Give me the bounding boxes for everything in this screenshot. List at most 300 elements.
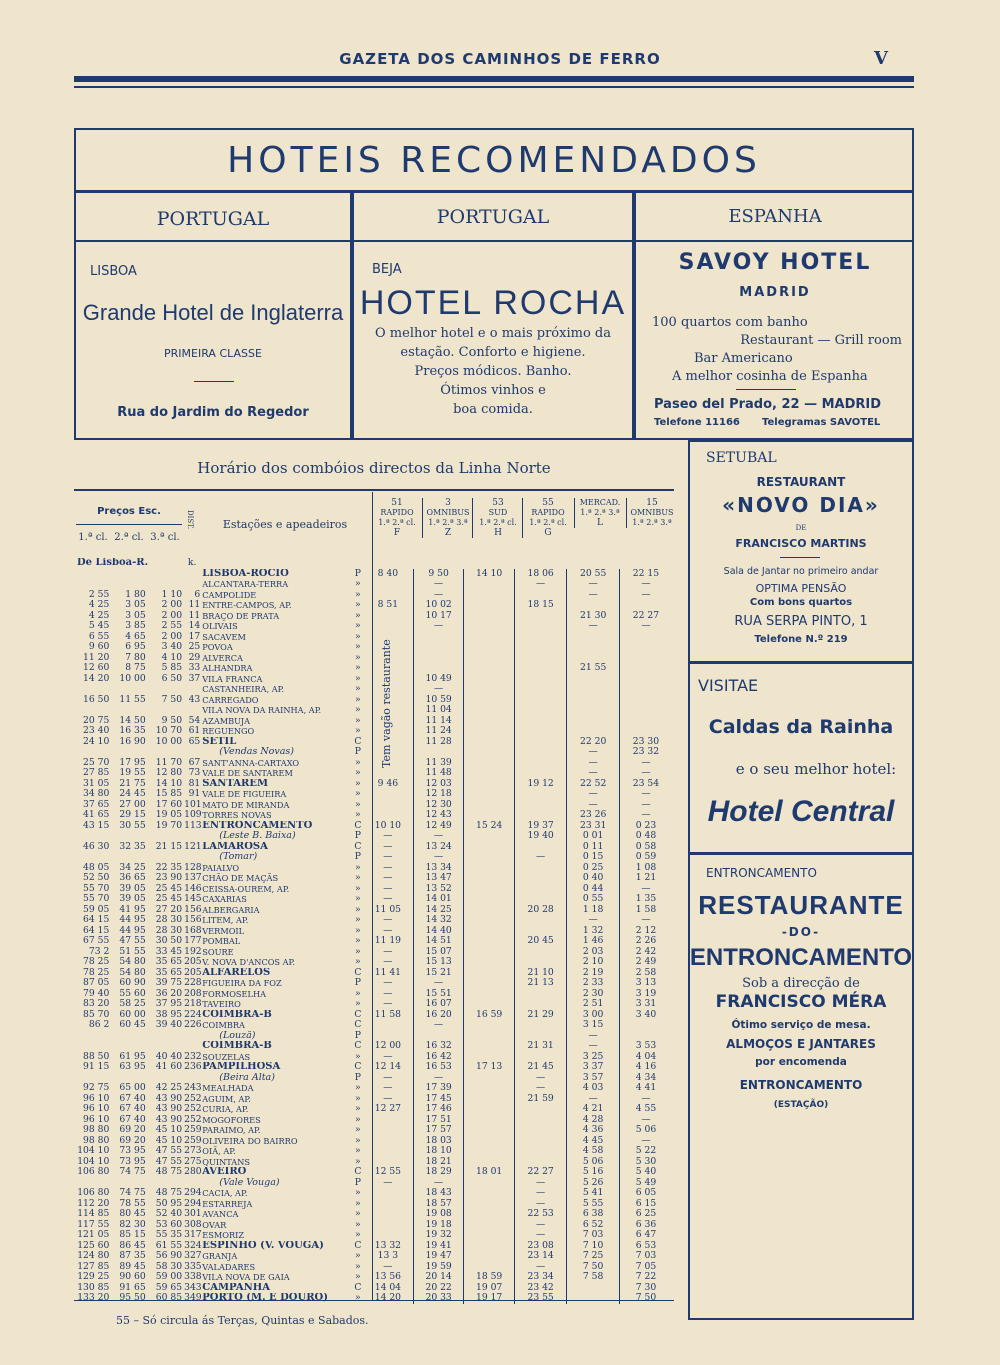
station-cell: TORRES NOVAS — [202, 810, 272, 820]
time-cell — [363, 1031, 414, 1042]
price-cell: 33 45 — [155, 946, 183, 957]
time-cell — [363, 747, 414, 758]
table-row — [76, 674, 672, 685]
station-cell: (Beira Alta) — [219, 1072, 275, 1083]
time-cell: 16 42 — [413, 1052, 464, 1063]
station-cell: GRANJA — [202, 1251, 238, 1261]
time-cell — [514, 726, 567, 737]
time-cell — [464, 1041, 515, 1052]
time-cell — [363, 684, 414, 695]
table-row — [76, 821, 672, 832]
station-cell: (Tomar) — [219, 852, 258, 862]
table-row — [76, 579, 672, 590]
price-cell — [147, 1178, 183, 1189]
time-cell: 2 51 — [567, 999, 620, 1010]
station-flag: » — [355, 1230, 361, 1240]
time-cell: — — [567, 621, 620, 632]
time-cell: — — [383, 925, 393, 936]
price-cell: 21 15 — [155, 841, 183, 852]
table-row — [76, 747, 672, 758]
price-cell — [76, 852, 110, 863]
time-cell — [464, 1104, 515, 1115]
table-row — [76, 1167, 672, 1178]
price-cell: 32 35 — [119, 841, 146, 852]
table-row — [76, 1125, 672, 1136]
price-cell: 156 — [184, 904, 202, 915]
hotel3-telegram: Telegramas SAVOTEL — [762, 417, 881, 428]
hotel3-phone: Telefone 11166 — [654, 417, 740, 428]
price-cell: 43 90 — [155, 1114, 183, 1125]
time-cell: 21 59 — [514, 1094, 567, 1105]
table-row — [76, 695, 672, 706]
table-row — [76, 1262, 672, 1273]
time-cell: 22 15 — [619, 569, 672, 580]
station-flag: C — [354, 1282, 362, 1293]
time-cell: — — [619, 1115, 672, 1126]
time-cell: — — [567, 1041, 620, 1052]
price-cell: 56 90 — [155, 1251, 183, 1261]
price-cell: 52 50 — [83, 873, 110, 883]
time-cell: 1 32 — [567, 926, 620, 937]
table-row — [76, 768, 672, 779]
station-flag: C — [354, 736, 362, 747]
time-cell: 13 47 — [413, 873, 464, 884]
time-cell: 9 50 — [413, 569, 464, 580]
hotels-banner-title: HOTEIS RECOMENDADOS — [227, 140, 761, 181]
price-cell: 82 30 — [119, 1219, 146, 1230]
table-row — [76, 1083, 672, 1094]
price-cell: 11 — [188, 600, 201, 610]
time-cell: 3 40 — [619, 1010, 672, 1021]
time-cell: 0 23 — [619, 821, 672, 832]
station-flag: » — [355, 631, 361, 642]
price-cell: 47 55 — [119, 936, 146, 946]
time-cell — [514, 989, 567, 1000]
station-flag: » — [355, 621, 361, 631]
station-cell: MOGOFORES — [202, 1114, 261, 1125]
hotel3-divider — [736, 389, 796, 390]
station-cell: VALE DE SANTAREM — [202, 768, 293, 778]
station-cell: LAMAROSA — [202, 841, 268, 852]
table-row — [76, 1010, 672, 1021]
table-row — [76, 642, 672, 653]
time-cell: — — [413, 1020, 464, 1031]
time-cell — [464, 611, 515, 622]
time-cell: 12 00 — [374, 1041, 402, 1051]
time-cell — [464, 915, 515, 926]
time-cell: — — [383, 1177, 393, 1188]
setubal-name: «NOVO DIA» — [722, 493, 880, 517]
time-cell — [567, 726, 620, 737]
time-cell: 7 10 — [567, 1241, 620, 1252]
price-cell: 65 00 — [119, 1083, 146, 1093]
price-cell: 78 25 — [83, 957, 110, 967]
table-row — [76, 926, 672, 937]
price-cell — [110, 1178, 146, 1189]
time-cell — [363, 611, 414, 622]
station-cell: VALE DE FIGUEIRA — [202, 789, 287, 799]
time-cell: 4 41 — [619, 1083, 672, 1094]
price-cell: 226 — [184, 1020, 202, 1030]
price-cell — [147, 705, 183, 716]
hotel3-city: MADRID — [739, 285, 811, 300]
price-cell: 52 40 — [155, 1209, 183, 1219]
time-cell — [363, 800, 414, 811]
entr-name-2: ENTRONCAMENTO — [689, 944, 913, 971]
time-cell: 8 40 — [377, 568, 399, 579]
price-cell: 33 — [188, 663, 201, 673]
table-row — [76, 968, 672, 979]
table-row — [76, 842, 672, 853]
price-cell: 16 90 — [119, 736, 146, 747]
price-cell: 11 — [188, 610, 201, 621]
hotel3-address: Paseo del Prado, 22 — MADRID — [654, 397, 882, 412]
time-cell — [514, 810, 567, 821]
timetable-header — [76, 498, 672, 556]
time-cell — [363, 632, 414, 643]
time-cell: 16 07 — [413, 999, 464, 1010]
time-cell: 0 01 — [567, 831, 620, 842]
price-cell: 21 75 — [119, 778, 146, 789]
price-cell — [183, 747, 201, 758]
station-cell: PAIALVO — [202, 862, 240, 873]
station-flag: » — [355, 652, 361, 663]
price-cell: 3 05 — [125, 600, 146, 610]
price-cell: 25 45 — [155, 883, 183, 894]
station-flag: » — [355, 673, 361, 684]
time-cell: 20 45 — [514, 936, 567, 947]
time-cell — [464, 758, 515, 769]
time-cell — [413, 642, 464, 653]
time-cell: 21 13 — [514, 978, 567, 989]
station-flag: » — [355, 663, 361, 673]
price-cell — [183, 705, 201, 716]
time-cell: 1 46 — [567, 936, 620, 947]
price-cell: 3 40 — [161, 642, 183, 652]
time-cell: 18 59 — [464, 1272, 515, 1283]
station-flag: » — [355, 1135, 361, 1146]
station-cell: OIÃ, AP. — [202, 1146, 236, 1156]
price-cell: 19 05 — [155, 810, 183, 820]
time-cell: — — [567, 579, 620, 590]
price-cell: 11 70 — [155, 757, 183, 768]
price-cell: 232 — [184, 1051, 202, 1062]
time-cell — [619, 705, 672, 716]
price-cell: 36 20 — [155, 988, 183, 999]
time-cell: 15 51 — [413, 989, 464, 1000]
table-row — [76, 716, 672, 727]
time-cell: — — [383, 915, 393, 925]
price-cell: 54 — [188, 715, 201, 726]
time-cell: — — [383, 1083, 393, 1093]
price-cell — [76, 747, 110, 758]
hotel3-line: Restaurant — Grill room — [740, 333, 902, 348]
price-cell: 275 — [184, 1156, 202, 1167]
price-cell: 1 80 — [125, 589, 146, 600]
time-cell: 11 04 — [413, 705, 464, 716]
time-cell: 13 56 — [374, 1272, 402, 1282]
time-cell: 23 34 — [514, 1272, 567, 1283]
time-cell — [464, 957, 515, 968]
time-cell — [464, 936, 515, 947]
time-cell — [413, 747, 464, 758]
time-cell: — — [413, 1178, 464, 1189]
time-cell — [514, 947, 567, 958]
time-cell: 13 52 — [413, 884, 464, 895]
station-flag: » — [355, 1125, 361, 1135]
station-flag: » — [355, 778, 361, 789]
caldas-visit: VISITAE — [698, 676, 759, 695]
price-cell: 74 75 — [119, 1188, 146, 1198]
station-flag: » — [355, 1051, 361, 1062]
price-cell: 39 05 — [119, 894, 146, 904]
price-cell: 69 20 — [119, 1125, 146, 1135]
time-cell: 3 25 — [567, 1052, 620, 1063]
table-row — [76, 1230, 672, 1241]
time-cell: 4 03 — [567, 1083, 620, 1094]
station-cell: LITEM, AP. — [202, 915, 249, 925]
time-cell — [464, 642, 515, 653]
time-cell: — — [413, 1073, 464, 1084]
table-row — [76, 653, 672, 664]
country-divider — [74, 240, 914, 242]
table-row — [76, 1209, 672, 1220]
time-cell — [567, 653, 620, 664]
station-cell: VERMOIL — [202, 925, 245, 936]
time-cell — [363, 789, 414, 800]
price-cell: 205 — [184, 957, 202, 967]
station-cell: ENTRONCAMENTO — [202, 820, 313, 831]
price-cell: 259 — [184, 1125, 202, 1135]
time-cell: — — [567, 590, 620, 601]
price-cell: 177 — [184, 936, 202, 946]
station-cell: ALVERCA — [202, 652, 243, 663]
station-cell: ESMORIZ — [202, 1230, 245, 1240]
price-cell: 88 50 — [83, 1051, 110, 1062]
price-cell: 34 80 — [83, 789, 110, 799]
time-cell: 20 55 — [567, 569, 620, 580]
price-cell: 127 85 — [77, 1261, 110, 1272]
time-cell — [464, 1031, 515, 1042]
time-cell — [514, 590, 567, 601]
time-cell — [514, 611, 567, 622]
hotel2-description — [354, 324, 632, 419]
table-row — [76, 884, 672, 895]
price-cell: 7 80 — [125, 652, 146, 663]
time-cell: 1 18 — [567, 905, 620, 916]
time-cell — [363, 1209, 414, 1220]
price-cell: 16 50 — [83, 694, 110, 705]
time-cell: 7 30 — [619, 1283, 672, 1294]
time-cell — [464, 1251, 515, 1262]
time-cell — [464, 768, 515, 779]
column-divider-2 — [632, 192, 636, 440]
time-cell: 2 12 — [619, 926, 672, 937]
time-cell — [363, 1146, 414, 1157]
price-cell: 44 95 — [119, 915, 146, 925]
time-cell: 5 41 — [567, 1188, 620, 1199]
time-cell — [514, 1052, 567, 1063]
station-flag: » — [355, 589, 361, 600]
price-cell: 64 15 — [83, 925, 110, 936]
time-cell — [464, 999, 515, 1010]
station-flag: » — [355, 684, 361, 694]
time-cell: — — [413, 621, 464, 632]
time-cell: — — [514, 1230, 567, 1241]
time-cell — [514, 842, 567, 853]
time-cell: 18 03 — [413, 1136, 464, 1147]
price-cell: 294 — [184, 1188, 202, 1198]
train-type: RAPIDO — [531, 508, 565, 517]
time-cell: 14 32 — [413, 915, 464, 926]
setubal-owner: FRANCISCO MARTINS — [735, 537, 867, 550]
time-cell: 12 27 — [374, 1104, 402, 1114]
price-cell: 16 35 — [119, 726, 146, 736]
time-cell — [464, 1083, 515, 1094]
price-cell: 90 60 — [119, 1272, 146, 1282]
price-cell: 45 10 — [155, 1135, 183, 1146]
time-cell: 16 20 — [413, 1010, 464, 1021]
price-cell — [147, 1031, 183, 1042]
train-num: 53 — [492, 498, 504, 508]
time-cell — [363, 653, 414, 664]
time-cell — [464, 1220, 515, 1231]
time-cell: 3 53 — [619, 1041, 672, 1052]
hotel1-divider — [194, 381, 234, 382]
price-cell: 91 65 — [119, 1282, 146, 1293]
time-cell: — — [413, 852, 464, 863]
header-rule — [74, 76, 914, 82]
station-flag: C — [354, 967, 362, 978]
price-cell: 40 40 — [155, 1051, 183, 1062]
time-cell: 10 49 — [413, 674, 464, 685]
time-cell: 23 08 — [514, 1241, 567, 1252]
station-cell: VILA NOVA DE GAIA — [202, 1272, 290, 1282]
time-cell: 18 06 — [514, 569, 567, 580]
station-cell: CAMPANHÃ — [202, 1282, 270, 1293]
time-cell: 17 46 — [413, 1104, 464, 1115]
table-row — [76, 1251, 672, 1262]
station-cell: AZAMBUJA — [202, 715, 251, 726]
price-cell: 54 80 — [119, 957, 146, 967]
hotel3-name: SAVOY HOTEL — [678, 250, 872, 275]
country-label-2: PORTUGAL — [436, 206, 550, 228]
setubal-line-1: Sala de Jantar no primeiro andar — [723, 566, 879, 577]
prices-rule — [76, 524, 182, 525]
price-cell: 60 00 — [119, 1009, 146, 1020]
station-flag: » — [355, 946, 361, 957]
price-cell: 128 — [184, 862, 202, 873]
station-flag: » — [355, 579, 361, 589]
price-cell: 63 95 — [119, 1062, 146, 1072]
price-cell: 343 — [184, 1282, 202, 1293]
price-cell — [183, 569, 201, 580]
price-cell: 17 60 — [155, 799, 183, 810]
station-flag: » — [355, 1198, 361, 1209]
time-cell: 2 58 — [619, 968, 672, 979]
price-cell: 9 60 — [88, 642, 110, 652]
time-cell: 23 55 — [514, 1293, 567, 1304]
time-cell: 6 36 — [619, 1220, 672, 1231]
time-cell — [567, 1283, 620, 1294]
hotel1-class: PRIMEIRA CLASSE — [164, 347, 262, 360]
price-cell: 35 65 — [155, 957, 183, 967]
station-flag: » — [355, 1146, 361, 1156]
time-cell: — — [567, 789, 620, 800]
time-cell: 7 25 — [567, 1251, 620, 1262]
time-cell — [514, 642, 567, 653]
time-cell — [464, 1178, 515, 1189]
time-cell: 2 33 — [567, 978, 620, 989]
station-cell: OLIVAIS — [202, 621, 238, 631]
time-cell: 3 37 — [567, 1062, 620, 1073]
train-type: OMNIBUS — [630, 508, 674, 517]
time-cell — [464, 779, 515, 790]
time-cell: 5 26 — [567, 1178, 620, 1189]
time-cell — [464, 1262, 515, 1273]
price-cell: 48 75 — [155, 1167, 183, 1177]
table-row — [76, 621, 672, 632]
time-cell: 21 29 — [514, 1010, 567, 1021]
time-cell: 1 58 — [619, 905, 672, 916]
station-cell: ALCANTARA-TERRA — [202, 579, 289, 589]
price-cell: 60 45 — [119, 1020, 146, 1030]
time-cell: 20 22 — [413, 1283, 464, 1294]
table-row — [76, 852, 672, 863]
time-cell — [514, 632, 567, 643]
time-cell: 23 32 — [619, 747, 672, 758]
time-cell: — — [413, 579, 464, 590]
time-cell: 5 49 — [619, 1178, 672, 1189]
entr-line-1: Ótimo serviço de mesa. — [731, 1019, 871, 1031]
price-cell: 11 55 — [119, 694, 146, 705]
price-cell: 39 40 — [155, 1020, 183, 1030]
time-cell — [363, 663, 414, 674]
time-cell — [514, 1031, 567, 1042]
price-cell: 14 — [188, 621, 201, 631]
time-cell: 17 45 — [413, 1094, 464, 1105]
banner-divider — [74, 190, 914, 193]
price-cell: 252 — [184, 1093, 202, 1104]
price-cell — [110, 684, 146, 695]
price-cell: 65 — [188, 736, 201, 747]
station-cell: PORTO (M. E DOURO) — [202, 1293, 328, 1303]
time-cell: 4 45 — [567, 1136, 620, 1147]
time-cell — [464, 947, 515, 958]
price-cell — [183, 831, 201, 842]
time-cell — [464, 726, 515, 737]
table-row — [76, 1199, 672, 1210]
time-cell — [514, 737, 567, 748]
price-cell — [76, 579, 110, 590]
table-row — [76, 1052, 672, 1063]
price-cell: 73 2 — [88, 946, 110, 957]
station-cell: CARREGADO — [202, 694, 259, 705]
time-cell: 19 08 — [413, 1209, 464, 1220]
price-cell: 2 00 — [161, 631, 183, 642]
train-code: Z — [444, 528, 452, 538]
time-cell — [464, 1094, 515, 1105]
time-cell: 11 58 — [374, 1009, 402, 1020]
table-row — [76, 611, 672, 622]
price-cell: 81 — [188, 778, 201, 789]
price-cell: 59 05 — [83, 904, 110, 915]
hotel2-line: boa comida. — [453, 402, 533, 417]
train-code: H — [494, 528, 502, 538]
station-flag: » — [355, 1219, 361, 1230]
price-cell: 37 65 — [83, 799, 110, 810]
train-num: 51 — [391, 498, 403, 508]
